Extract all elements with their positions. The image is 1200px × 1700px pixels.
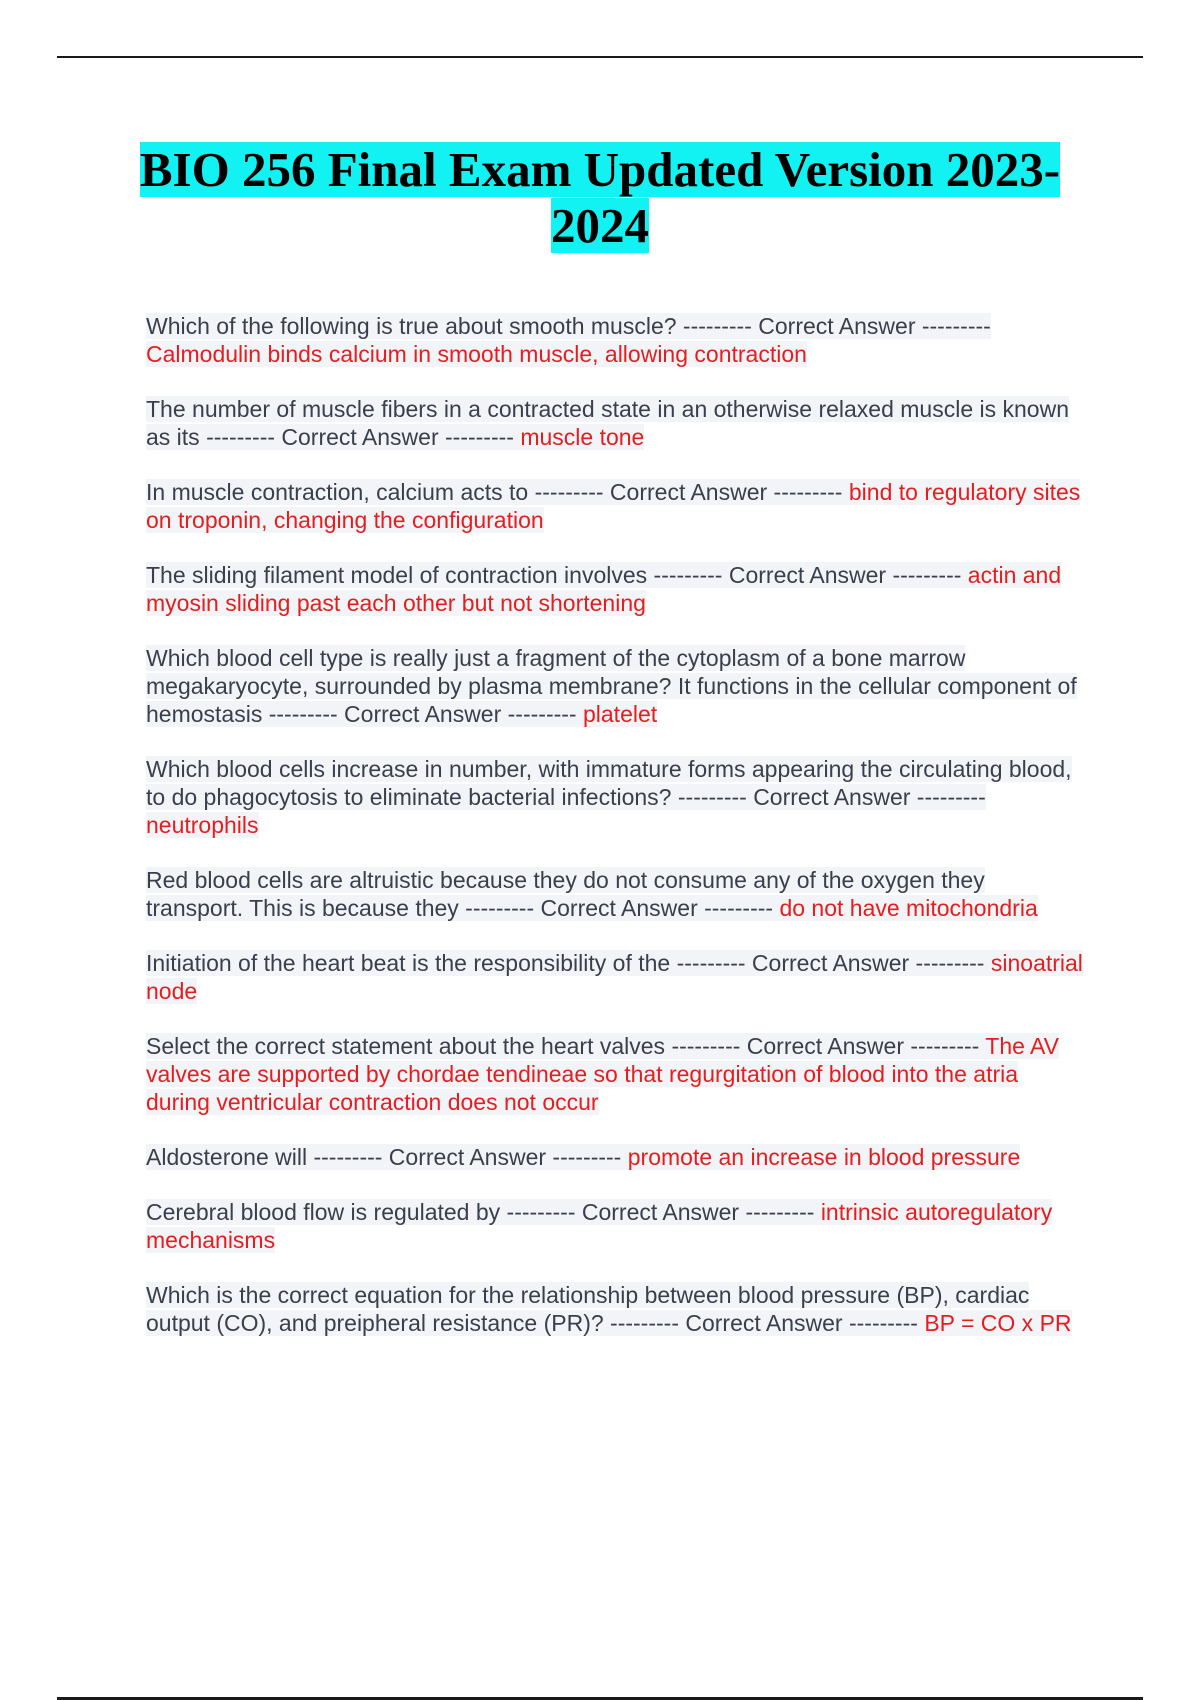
answer-text: The AV valves are supported by chordae tendineae so that regurgitation of blood into the atria during ventricular contraction does not occur: [146, 1033, 1060, 1115]
correct-answer-separator: --------- Correct Answer ---------: [307, 1144, 628, 1170]
question-text: Cerebral blood flow is regulated by: [146, 1199, 501, 1225]
question-text: Which is the correct equation for the relationship between blood pressure (BP), cardiac output (CO), and preipheral resistance (PR)?: [146, 1282, 1030, 1336]
question-text: Which blood cells increase in number, with immature forms appearing the circulating blood, to do phagocytosis to eliminate bacterial infections?: [146, 756, 1072, 810]
correct-answer-separator: --------- Correct Answer ---------: [262, 701, 583, 727]
qa-item: [146, 478, 1086, 534]
correct-answer-separator: --------- Correct Answer ---------: [528, 479, 849, 505]
correct-answer-separator: --------- Correct Answer ---------: [647, 562, 968, 588]
top-rule: [57, 56, 1143, 58]
answer-text: Calmodulin binds calcium in smooth muscle, allowing contraction: [146, 341, 807, 367]
page-title: BIO 256 Final Exam Updated Version 2023-2024: [139, 142, 1061, 253]
correct-answer-separator: --------- Correct Answer ---------: [671, 784, 986, 810]
answer-text: platelet: [582, 701, 658, 727]
question-text: In muscle contraction, calcium acts to: [146, 479, 529, 505]
correct-answer-separator: --------- Correct Answer ---------: [670, 950, 991, 976]
answer-text: neutrophils: [146, 812, 259, 838]
title-wrap: [0, 142, 1200, 254]
qa-item: [146, 866, 1086, 922]
question-text: Which of the following is true about smooth muscle?: [146, 313, 677, 339]
question-text: Red blood cells are altruistic because they do not consume any of the oxygen they transport. This is because they: [146, 867, 985, 921]
qa-item: [146, 1281, 1086, 1337]
qa-list: [146, 312, 1086, 1364]
qa-item: [146, 1032, 1086, 1116]
qa-item: [146, 1198, 1086, 1254]
question-text: Select the correct statement about the heart valves: [146, 1033, 666, 1059]
qa-item: [146, 755, 1086, 839]
question-text: Which blood cell type is really just a fragment of the cytoplasm of a bone marrow megakaryocyte, surrounded by plasma membrane? It functions in the cellular component of hemostasis: [146, 645, 1077, 727]
qa-item: [146, 312, 1086, 368]
answer-text: muscle tone: [520, 424, 645, 450]
answer-text: promote an increase in blood pressure: [627, 1144, 1021, 1170]
question-text: Aldosterone will: [146, 1144, 308, 1170]
correct-answer-separator: --------- Correct Answer ---------: [500, 1199, 821, 1225]
question-text: The sliding filament model of contraction involves: [146, 562, 648, 588]
qa-item: [146, 644, 1086, 728]
answer-text: intrinsic autoregulatory mechanisms: [146, 1199, 1053, 1253]
correct-answer-separator: --------- Correct Answer ---------: [458, 895, 780, 921]
correct-answer-separator: --------- Correct Answer ---------: [665, 1033, 986, 1059]
correct-answer-separator: --------- Correct Answer ---------: [676, 313, 991, 339]
qa-item: [146, 395, 1086, 451]
answer-text: bind to regulatory sites on troponin, changing the configuration: [146, 479, 1081, 533]
answer-text: BP = CO x PR: [924, 1310, 1072, 1336]
question-text: Initiation of the heart beat is the responsibility of the: [146, 950, 671, 976]
qa-item: [146, 1143, 1086, 1171]
correct-answer-separator: --------- Correct Answer ---------: [199, 424, 521, 450]
question-text: The number of muscle fibers in a contracted state in an otherwise relaxed muscle is known as its: [146, 396, 1069, 450]
answer-text: do not have mitochondria: [779, 895, 1038, 921]
qa-item: [146, 561, 1086, 617]
qa-item: [146, 949, 1086, 1005]
answer-text: sinoatrial node: [146, 950, 1083, 1004]
answer-text: actin and myosin sliding past each other but not shortening: [146, 562, 1062, 616]
correct-answer-separator: --------- Correct Answer ---------: [603, 1310, 925, 1336]
